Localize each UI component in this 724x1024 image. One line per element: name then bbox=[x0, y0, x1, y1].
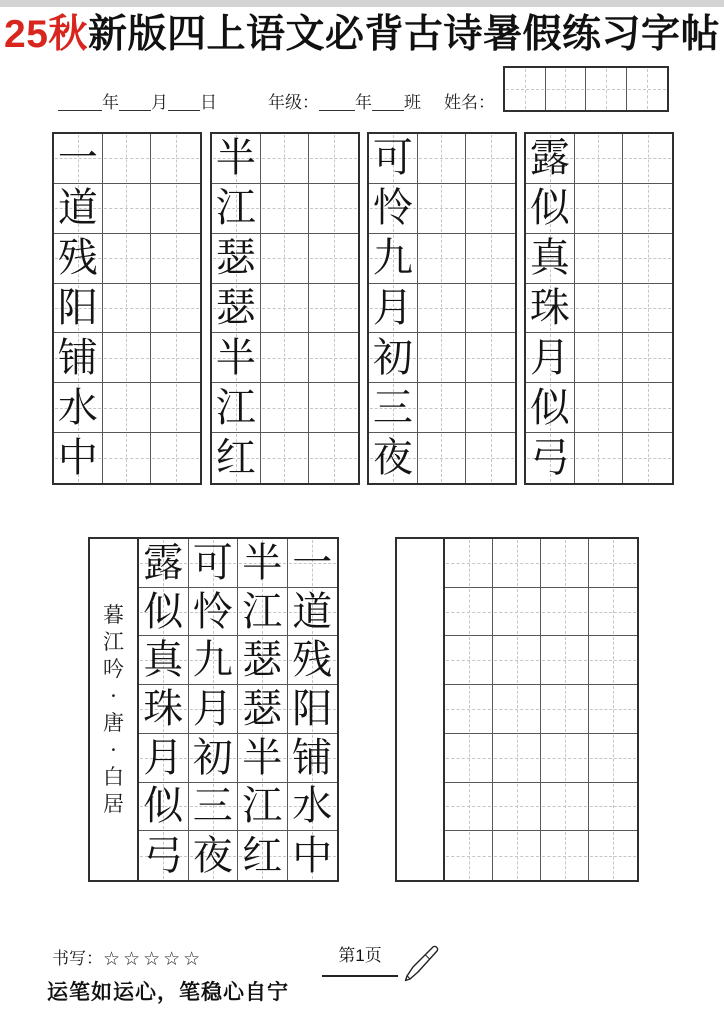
model-character: 真 bbox=[529, 235, 570, 282]
tianzige-cell bbox=[493, 783, 541, 832]
page-title bbox=[0, 12, 724, 59]
model-character: 江 bbox=[242, 588, 283, 635]
score-stars: ☆☆☆☆☆ bbox=[103, 948, 204, 970]
tianzige-cell bbox=[261, 284, 310, 334]
tianzige-cell bbox=[238, 539, 288, 588]
year-label: 年 bbox=[102, 93, 119, 113]
tianzige-cell bbox=[103, 184, 152, 234]
tianzige-cell bbox=[526, 433, 575, 483]
tianzige-cell bbox=[189, 734, 239, 783]
tianzige-cell bbox=[151, 433, 200, 483]
page-top-edge bbox=[0, 0, 724, 7]
poem-block bbox=[88, 537, 339, 882]
tianzige-cell bbox=[575, 383, 624, 433]
tianzige-cell bbox=[139, 539, 189, 588]
tianzige-cell bbox=[575, 284, 624, 334]
tianzige-cell bbox=[589, 588, 637, 637]
tianzige-cell bbox=[54, 184, 103, 234]
model-character: 水 bbox=[57, 384, 98, 431]
tianzige-cell bbox=[103, 333, 152, 383]
tianzige-cell bbox=[54, 234, 103, 284]
tianzige-cell bbox=[212, 134, 261, 184]
practice-grid-2 bbox=[210, 132, 360, 485]
tianzige-cell bbox=[103, 234, 152, 284]
model-character: 半 bbox=[242, 734, 283, 781]
model-character: 弓 bbox=[529, 435, 570, 482]
grade-year-blank bbox=[319, 93, 355, 111]
model-character: 初 bbox=[192, 734, 233, 781]
model-character: 瑟 bbox=[215, 235, 256, 282]
tianzige-cell bbox=[623, 383, 672, 433]
model-character: 江 bbox=[242, 783, 283, 830]
tianzige-cell bbox=[288, 539, 338, 588]
tianzige-cell bbox=[575, 184, 624, 234]
tianzige-cell bbox=[238, 734, 288, 783]
tianzige-cell bbox=[541, 783, 589, 832]
tianzige-cell bbox=[261, 234, 310, 284]
model-character: 半 bbox=[215, 334, 256, 381]
tianzige-cell bbox=[418, 333, 467, 383]
model-character: 阳 bbox=[292, 685, 333, 732]
tianzige-cell bbox=[139, 685, 189, 734]
page-number-text: 第1页 bbox=[338, 946, 382, 965]
tianzige-cell bbox=[212, 234, 261, 284]
tianzige-cell bbox=[369, 433, 418, 483]
blank-title-column bbox=[395, 537, 443, 882]
model-character: 红 bbox=[215, 435, 256, 482]
year-blank bbox=[58, 93, 102, 111]
tianzige-cell bbox=[493, 588, 541, 637]
tianzige-cell bbox=[288, 588, 338, 637]
tianzige-cell bbox=[151, 134, 200, 184]
tianzige-cell bbox=[288, 831, 338, 880]
tianzige-cell bbox=[151, 284, 200, 334]
model-character: 夜 bbox=[372, 435, 413, 482]
grade-label: 年级： bbox=[268, 93, 319, 113]
poem-title-char: 江 bbox=[103, 629, 124, 654]
tianzige-cell bbox=[589, 685, 637, 734]
tianzige-cell bbox=[466, 134, 515, 184]
blank-practice-grid bbox=[443, 537, 639, 882]
tianzige-cell bbox=[445, 783, 493, 832]
model-character: 弓 bbox=[143, 832, 184, 879]
title-season-highlight: 25秋 bbox=[4, 13, 88, 56]
tianzige-cell bbox=[526, 333, 575, 383]
model-character: 阳 bbox=[57, 284, 98, 331]
tianzige-cell bbox=[623, 284, 672, 334]
model-character: 残 bbox=[292, 637, 333, 684]
tianzige-cell bbox=[526, 383, 575, 433]
tianzige-cell bbox=[541, 831, 589, 880]
tianzige-cell bbox=[288, 685, 338, 734]
model-character: 月 bbox=[529, 334, 570, 381]
tianzige-cell bbox=[526, 234, 575, 284]
tianzige-cell bbox=[189, 783, 239, 832]
model-character: 九 bbox=[372, 235, 413, 282]
day-blank bbox=[168, 93, 200, 111]
tianzige-cell bbox=[103, 383, 152, 433]
title-main-text: 新版四上语文必背古诗暑假练习字帖 bbox=[87, 13, 720, 56]
tianzige-cell bbox=[103, 134, 152, 184]
tianzige-cell bbox=[212, 383, 261, 433]
model-character: 露 bbox=[143, 539, 184, 586]
model-character: 可 bbox=[192, 539, 233, 586]
tianzige-cell bbox=[369, 184, 418, 234]
model-character: 初 bbox=[372, 334, 413, 381]
tianzige-cell bbox=[505, 68, 546, 110]
tianzige-cell bbox=[541, 539, 589, 588]
tianzige-cell bbox=[418, 284, 467, 334]
motto-text: 运笔如运心，笔稳心自宁 bbox=[47, 981, 289, 1004]
tianzige-cell bbox=[627, 68, 668, 110]
model-character: 瑟 bbox=[215, 284, 256, 331]
tianzige-cell bbox=[288, 783, 338, 832]
tianzige-cell bbox=[623, 333, 672, 383]
model-character: 瑟 bbox=[242, 637, 283, 684]
poem-title-char: · bbox=[110, 737, 117, 762]
practice-grid-4 bbox=[524, 132, 674, 485]
tianzige-cell bbox=[238, 588, 288, 637]
tianzige-cell bbox=[575, 433, 624, 483]
model-character: 似 bbox=[143, 783, 184, 830]
tianzige-cell bbox=[445, 539, 493, 588]
tianzige-cell bbox=[589, 831, 637, 880]
month-label: 月 bbox=[151, 93, 168, 113]
tianzige-cell bbox=[212, 284, 261, 334]
class-blank bbox=[372, 93, 404, 111]
tianzige-cell bbox=[189, 685, 239, 734]
tianzige-cell bbox=[466, 234, 515, 284]
model-character: 中 bbox=[292, 832, 333, 879]
tianzige-cell bbox=[623, 184, 672, 234]
name-grid bbox=[503, 66, 669, 112]
tianzige-cell bbox=[261, 134, 310, 184]
tianzige-cell bbox=[309, 333, 358, 383]
tianzige-cell bbox=[445, 636, 493, 685]
tianzige-cell bbox=[466, 184, 515, 234]
tianzige-cell bbox=[418, 433, 467, 483]
poem-title-char: 唐 bbox=[103, 710, 124, 735]
tianzige-cell bbox=[541, 685, 589, 734]
tianzige-cell bbox=[151, 383, 200, 433]
tianzige-cell bbox=[309, 383, 358, 433]
poem-grid bbox=[137, 537, 339, 882]
model-character: 江 bbox=[215, 384, 256, 431]
tianzige-cell bbox=[139, 831, 189, 880]
tianzige-cell bbox=[151, 234, 200, 284]
tianzige-cell bbox=[418, 383, 467, 433]
model-character: 道 bbox=[57, 185, 98, 232]
date-fields bbox=[58, 88, 217, 113]
model-character: 似 bbox=[529, 384, 570, 431]
tianzige-cell bbox=[541, 588, 589, 637]
tianzige-cell bbox=[288, 734, 338, 783]
tianzige-cell bbox=[261, 433, 310, 483]
tianzige-cell bbox=[261, 184, 310, 234]
tianzige-cell bbox=[418, 234, 467, 284]
model-character: 三 bbox=[372, 384, 413, 431]
tianzige-cell bbox=[369, 134, 418, 184]
tianzige-cell bbox=[309, 184, 358, 234]
blank-practice-block bbox=[395, 537, 639, 882]
tianzige-cell bbox=[623, 234, 672, 284]
tianzige-cell bbox=[445, 831, 493, 880]
tianzige-cell bbox=[139, 783, 189, 832]
tianzige-cell bbox=[541, 734, 589, 783]
tianzige-cell bbox=[54, 284, 103, 334]
tianzige-cell bbox=[139, 734, 189, 783]
tianzige-cell bbox=[103, 433, 152, 483]
tianzige-cell bbox=[445, 588, 493, 637]
model-character: 三 bbox=[192, 783, 233, 830]
model-character: 道 bbox=[292, 588, 333, 635]
tianzige-cell bbox=[139, 588, 189, 637]
tianzige-cell bbox=[369, 284, 418, 334]
tianzige-cell bbox=[212, 184, 261, 234]
tianzige-cell bbox=[54, 433, 103, 483]
tianzige-cell bbox=[103, 284, 152, 334]
tianzige-cell bbox=[466, 333, 515, 383]
tianzige-cell bbox=[369, 333, 418, 383]
tianzige-cell bbox=[309, 433, 358, 483]
tianzige-cell bbox=[309, 134, 358, 184]
tianzige-cell bbox=[309, 234, 358, 284]
tianzige-cell bbox=[238, 636, 288, 685]
model-character: 水 bbox=[292, 783, 333, 830]
model-character: 铺 bbox=[292, 734, 333, 781]
model-character: 似 bbox=[529, 185, 570, 232]
tianzige-cell bbox=[623, 433, 672, 483]
model-character: 真 bbox=[143, 637, 184, 684]
model-character: 铺 bbox=[57, 334, 98, 381]
model-character: 怜 bbox=[192, 588, 233, 635]
tianzige-cell bbox=[189, 539, 239, 588]
tianzige-cell bbox=[261, 333, 310, 383]
writing-score-row bbox=[52, 944, 203, 970]
model-character: 可 bbox=[372, 135, 413, 182]
tianzige-cell bbox=[151, 184, 200, 234]
name-label: 姓名： bbox=[444, 93, 495, 113]
poem-title-char: 吟 bbox=[103, 656, 124, 681]
tianzige-cell bbox=[212, 333, 261, 383]
tianzige-cell bbox=[526, 284, 575, 334]
tianzige-cell bbox=[493, 539, 541, 588]
tianzige-cell bbox=[589, 734, 637, 783]
model-character: 月 bbox=[143, 734, 184, 781]
tianzige-cell bbox=[369, 383, 418, 433]
tianzige-cell bbox=[466, 383, 515, 433]
model-character: 残 bbox=[57, 235, 98, 282]
tianzige-cell bbox=[493, 831, 541, 880]
poem-title-column bbox=[88, 537, 137, 882]
tianzige-cell bbox=[586, 68, 627, 110]
model-character: 中 bbox=[57, 435, 98, 482]
pen-icon bbox=[396, 944, 440, 984]
poem-title-char: 居 bbox=[103, 791, 124, 816]
model-character: 珠 bbox=[143, 685, 184, 732]
model-character: 露 bbox=[529, 135, 570, 182]
tianzige-cell bbox=[189, 636, 239, 685]
model-character: 半 bbox=[242, 539, 283, 586]
grade-year-label: 年 bbox=[355, 93, 372, 113]
tianzige-cell bbox=[466, 284, 515, 334]
tianzige-cell bbox=[445, 685, 493, 734]
model-character: 九 bbox=[192, 637, 233, 684]
tianzige-cell bbox=[151, 333, 200, 383]
tianzige-cell bbox=[445, 734, 493, 783]
tianzige-cell bbox=[541, 636, 589, 685]
tianzige-cell bbox=[54, 333, 103, 383]
tianzige-cell bbox=[418, 184, 467, 234]
poem-title-char: 暮 bbox=[103, 602, 124, 627]
tianzige-cell bbox=[189, 831, 239, 880]
model-character: 似 bbox=[143, 588, 184, 635]
tianzige-cell bbox=[189, 588, 239, 637]
tianzige-cell bbox=[493, 734, 541, 783]
tianzige-cell bbox=[493, 636, 541, 685]
tianzige-cell bbox=[54, 134, 103, 184]
tianzige-cell bbox=[238, 685, 288, 734]
page-number bbox=[322, 941, 398, 977]
model-character: 一 bbox=[57, 135, 98, 182]
tianzige-cell bbox=[526, 184, 575, 234]
score-label: 书写： bbox=[52, 949, 103, 969]
poem-title-char: · bbox=[110, 683, 117, 708]
model-character: 江 bbox=[215, 185, 256, 232]
tianzige-cell bbox=[238, 831, 288, 880]
grade-class-fields bbox=[268, 88, 421, 113]
model-character: 红 bbox=[242, 832, 283, 879]
model-character: 半 bbox=[215, 135, 256, 182]
tianzige-cell bbox=[575, 134, 624, 184]
tianzige-cell bbox=[139, 636, 189, 685]
month-blank bbox=[119, 93, 151, 111]
tianzige-cell bbox=[575, 234, 624, 284]
tianzige-cell bbox=[546, 68, 587, 110]
tianzige-cell bbox=[54, 383, 103, 433]
model-character: 月 bbox=[372, 284, 413, 331]
model-character: 怜 bbox=[372, 185, 413, 232]
practice-grid-3 bbox=[367, 132, 517, 485]
tianzige-cell bbox=[526, 134, 575, 184]
tianzige-cell bbox=[493, 685, 541, 734]
model-character: 一 bbox=[292, 539, 333, 586]
practice-grid-1 bbox=[52, 132, 202, 485]
tianzige-cell bbox=[466, 433, 515, 483]
model-character: 夜 bbox=[192, 832, 233, 879]
tianzige-cell bbox=[261, 383, 310, 433]
poem-title-char: 白 bbox=[103, 764, 124, 789]
class-label: 班 bbox=[404, 93, 421, 113]
tianzige-cell bbox=[212, 433, 261, 483]
name-field bbox=[444, 88, 495, 113]
tianzige-cell bbox=[238, 783, 288, 832]
tianzige-cell bbox=[589, 539, 637, 588]
tianzige-cell bbox=[589, 783, 637, 832]
model-character: 月 bbox=[192, 685, 233, 732]
tianzige-cell bbox=[418, 134, 467, 184]
day-label: 日 bbox=[200, 93, 217, 113]
tianzige-cell bbox=[369, 234, 418, 284]
tianzige-cell bbox=[589, 636, 637, 685]
model-character: 珠 bbox=[529, 284, 570, 331]
tianzige-cell bbox=[288, 636, 338, 685]
tianzige-cell bbox=[309, 284, 358, 334]
tianzige-cell bbox=[575, 333, 624, 383]
model-character: 瑟 bbox=[242, 685, 283, 732]
tianzige-cell bbox=[623, 134, 672, 184]
